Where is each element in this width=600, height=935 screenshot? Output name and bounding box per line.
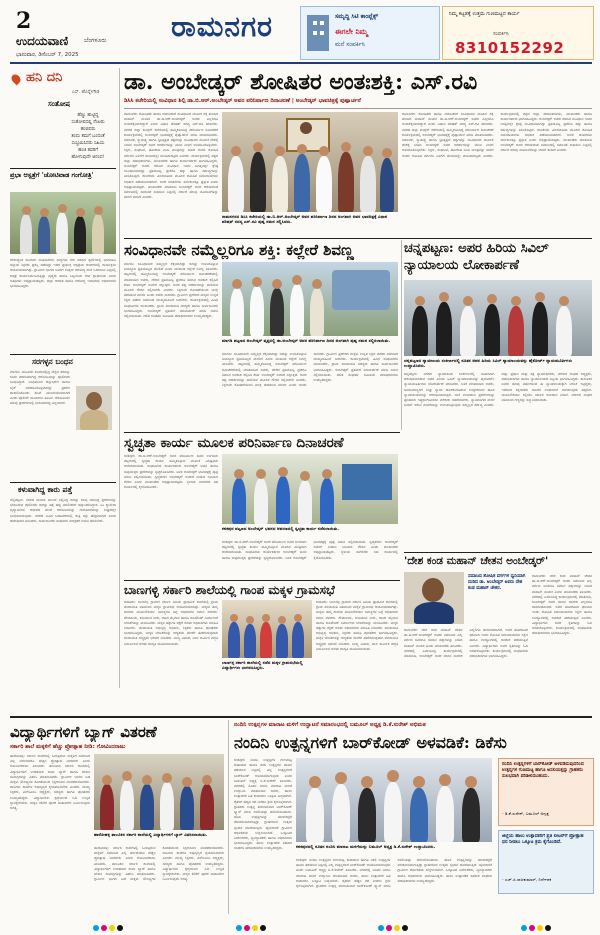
- nandini-box-2: ಜಿಲ್ಲೆಯ ಹಾಲು ಉತ್ಪಾದಕರಿಗೆ ಪ್ರತಿ ಲೀಟರ್‌ಗೆ ಪ್ರೋತ್ಸಾಹ ಧನ ನೀಡಲು ಒಕ್ಕೂಟ ಕ್ರಮ ಕೈಗೊಂಡಿದೆ. - ಎಚ್.ಪಿ.ರಾಜಕುಮಾರ್, ನಿರ್ದೇಶಕ: [498, 830, 594, 894]
- constitution-headline: ಸಂವಿಧಾನವೇ ನಮ್ಮೆಲ್ಲರಿಗೂ ಶಕ್ತಿ: ಕಲ್ಲೇರೆ ಶಿವಣ್ಣ: [124, 241, 354, 259]
- page-number: 2: [16, 8, 32, 34]
- swachata-body-right: ಕನಕಪುರ: ಡಾ.ಬಿ.ಆರ್.ಅಂಬೇಡ್ಕರ್ ಅವರ ಪರಿನಿರ್ವಾಣ ದಿನದ ಅಂಗವಾಗಿ ಪಟ್ಟಣದಲ್ಲಿ ಸ್ವಚ್ಛತಾ ಕಾರ್ಯ ಹಮ್ಮಿಕೊಳ್ಳುವ ಮೂಲಕ ವಿಶಿಷ್ಟವಾಗಿ ಆಚರಿಸಲಾಯಿತು. ಸಂಘಟನೆಯ ಕಾರ್ಯಕರ್ತರು ಅಂಬೇಡ್ಕರ್ ಭವನ ಹಾಗೂ ಸುತ್ತಮುತ್ತಲ ಪ್ರದೇಶವನ್ನು ಸ್ವಚ್ಛಗೊಳಿಸಿದರು. ಬಳಿಕ ಅಂಬೇಡ್ಕರ್ ಭಾವಚಿತ್ರಕ್ಕೆ ಪುಷ್ಪ ನಮನ ಸಲ್ಲಿಸಲಾಯಿತು. ಸ್ವಚ್ಛತೆಯೇ ಅಂಬೇಡ್ಕರ್ ಅವರಿಗೆ ನೀಡುವ ನಿಜವಾದ ಗೌರವ ಎಂದು ಮುಖಂಡರು ಅಭಿಪ್ರಾಯಪಟ್ಟರು. ಸ್ಥಳೀಯ ನಾಗರಿಕರು ಸಹ ಕಾರ್ಯದಲ್ಲಿ ಕೈಜೋಡಿಸಿದರು.: [222, 540, 398, 560]
- constitution-body-left: ಮಾಗಡಿ: ಸಂವಿಧಾನವೇ ನಮ್ಮೆಲ್ಲರ ಶಕ್ತಿಯಾಗಿದ್ದು ಅದನ್ನು ಉಳಿಸಿಕೊಳ್ಳುವ ಜವಾಬ್ದಾರಿ ಪ್ರತಿಯೊಬ್ಬರ ಮೇಲಿದೆ ಎಂದು ಮುಖಂಡ ಕಲ್ಲೇರೆ ಶಿವಣ್ಣ ತಿಳಿಸಿದರು. ಪಟ್ಟಣದಲ್ಲಿ ಹಮ್ಮಿಕೊಂಡಿದ್ದ ಅಂಬೇಡ್ಕರ್ ಪರಿನಿರ್ವಾಣ ದಿನಾಚರಣೆಯಲ್ಲಿ ಮಾತನಾಡಿದ ಅವರು, ದೇಶದ ಪ್ರತಿಯೊಬ್ಬ ಪ್ರಜೆಗೂ ಸಮಾನ ಅವಕಾಶ ಕಲ್ಪಿಸಿದ ಕೀರ್ತಿ ಅಂಬೇಡ್ಕರ್ ಅವರಿಗೆ ಸಲ್ಲುತ್ತದೆ. ಅವರ ತತ್ವ ಆದರ್ಶಗಳನ್ನು ಪಾಲಿಸುವ ಮೂಲಕ ಗೌರವ ಸಲ್ಲಿಸಬೇಕು ಎಂದರು. ಶಿಕ್ಷಣವೇ ಶೋಷಣೆಯಿಂದ ಮುಕ್ತಿ ಪಡೆಯುವ ಮಾರ್ಗ ಎಂದು ಅವರು ಸಾರಿದರು. ಗ್ರಾಮೀಣ ಪ್ರದೇಶದ ಮಕ್ಕಳು ಉನ್ನತ ಶಿಕ್ಷಣ ಪಡೆದು ಸಮಾಜದ ಮುಖ್ಯವಾಹಿನಿಗೆ ಬರಬೇಕು. ಕಾರ್ಯಕ್ರಮದಲ್ಲಿ ವಿವಿಧ ಸಂಘಟನೆಗಳ ಮುಖಂಡರು, ಗ್ರಾಮ ಪಂಚಾಯಿತಿ ಸದಸ್ಯರು ಹಾಗೂ ಸಾರ್ವಜನಿಕರು ಭಾಗವಹಿಸಿದ್ದರು. ಅಂಬೇಡ್ಕರ್ ಪ್ರತಿಮೆಗೆ ಮಾಲಾರ್ಪಣೆ ಮಾಡಿ ನಮನ ಸಲ್ಲಿಸಲಾಯಿತು. ದಲಿತ ಸಂಘರ್ಷ ಸಮಿತಿಯ ಪದಾಧಿಕಾರಿಗಳು ಉಪಸ್ಥಿತರಿದ್ದರು.: [124, 262, 218, 319]
- nandini-body-right: ಕನಕಪುರ: ನಂದಿನಿ ಉತ್ಪನ್ನಗಳ ಗುಣಮಟ್ಟ ಕಾಪಾಡುವ ಹಾಗೂ ನಕಲಿ ಉತ್ಪನ್ನಗಳ ಹಾವಳಿ ತಡೆಯುವ ನಿಟ್ಟಿನಲ್ಲಿ ಎಲ್ಲ ಉತ್ಪನ್ನಗಳಿಗೆ ಬಾರ್‌ಕೋಡ್ ಅಳವಡಿಸಲಾಗುವುದು ಎಂದು ಬಮೂಲ್ ಅಧ್ಯಕ್ಷ ಡಿ.ಕೆ.ಸುರೇಶ್ ತಿಳಿಸಿದರು. ನಗರದಲ್ಲಿ ನೂತನ ನಂದಿನಿ ಮಾರಾಟ ಮಳಿಗೆ ಉದ್ಘಾಟಿಸಿ ಮಾತನಾಡಿದ ಅವರು, ಹಾಲು ಉತ್ಪಾದಕರ ಹಿತ ಕಾಪಾಡಲು ಒಕ್ಕೂಟ ಬದ್ಧವಾಗಿದೆ. ರೈತರಿಗೆ ಹೆಚ್ಚಿನ ದರ ನೀಡಲು ಕ್ರಮ ಕೈಗೊಳ್ಳಲಾಗಿದೆ. ಗ್ರಾಹಕರು ಉತ್ಪನ್ನ ಖರೀದಿಸುವಾಗ ಬಾರ್‌ಕೋಡ್ ಸ್ಕ್ಯಾನ್ ಮಾಡಿ ಅಸಲಿಯತ್ತು ಪರಿಶೀಲಿಸಬಹುದು. ಹೊಸ ಉತ್ಪನ್ನಗಳನ್ನು ಮಾರುಕಟ್ಟೆಗೆ ಪರಿಚಯಿಸಲಾಗುತ್ತಿದ್ದು ಗ್ರಾಹಕರಿಂದ ಉತ್ತಮ ಸ್ಪಂದನೆ ದೊರೆಯುತ್ತಿದೆ. ಹೈನುಗಾರಿಕೆ ಗ್ರಾಮೀಣ ಆರ್ಥಿಕತೆಯ ಬೆನ್ನೆಲುಬಾಗಿದೆ. ಒಕ್ಕೂಟದ ನಿರ್ದೇಶಕರು, ವ್ಯವಸ್ಥಾಪಕರು ಹಾಗೂ ಅಧಿಕಾರಿಗಳು ಭಾಗವಹಿಸಿದ್ದರು. ಹಾಲು ಉತ್ಪಾದಕರ ಸಹಕಾರ ಸಂಘಗಳ ಪದಾಧಿಕಾರಿಗಳು ಉಪಸ್ಥಿತರಿದ್ದರು.: [296, 858, 492, 889]
- desha-body: ರಾಮನಗರ: ದೇಶ ಕಂಡ ಮಹಾನ್ ಚೇತನ ಡಾ.ಬಿ.ಆರ್.ಅಂಬೇಡ್ಕರ್ ಅವರು ಸಮಾಜದ ಎಲ್ಲ ವರ್ಗದ ಜನರಿಗೂ ಸಮಾನ ಹಕ್ಕುಗಳನ್ನು ನೀಡಿದ ಮಹಾನ್ ನಾಯಕ ಎಂದು ಮುಖಂಡರು ತಿಳಿಸಿದರು. ನಗರದಲ್ಲಿ ಏರ್ಪಡಿಸಿದ್ದ ಕಾರ್ಯಕ್ರಮದಲ್ಲಿ ಮಾತನಾಡಿ, ಅಂಬೇಡ್ಕರ್ ಅವರ ಜೀವನ ಸಂದೇಶ ಎಲ್ಲರಿಗೂ ದಾರಿದೀಪವಾಗಿದೆ. ಅವರ ಹೋರಾಟದ ಫಲವಾಗಿ ಇಂದು ಶೋಷಿತ ಸಮುದಾಯಗಳು ಶಿಕ್ಷಣ ಹಾಗೂ ಉದ್ಯೋಗದಲ್ಲಿ ಅವಕಾಶ ಪಡೆಯುತ್ತಿವೆ ಎಂದರು. ವಿದ್ಯಾರ್ಥಿಗಳು ಅವರ ಕೃತಿಗಳನ್ನು ಓದಿ ಅರಿತುಕೊಳ್ಳಬೇಕು. ಕಾರ್ಯಕ್ರಮದಲ್ಲಿ ಸಂಘಟನೆಯ ಪದಾಧಿಕಾರಿಗಳು ಭಾಗವಹಿಸಿದ್ದರು.: [532, 574, 592, 636]
- desha-body-2: ರಾಮನಗರ: ದೇಶ ಕಂಡ ಮಹಾನ್ ಚೇತನ ಡಾ.ಬಿ.ಆರ್.ಅಂಬೇಡ್ಕರ್ ಅವರು ಸಮಾಜದ ಎಲ್ಲ ವರ್ಗದ ಜನರಿಗೂ ಸಮಾನ ಹಕ್ಕುಗಳನ್ನು ನೀಡಿದ ಮಹಾನ್ ನಾಯಕ ಎಂದು ಮುಖಂಡರು ತಿಳಿಸಿದರು. ನಗರದಲ್ಲಿ ಏರ್ಪಡಿಸಿದ್ದ ಕಾರ್ಯಕ್ರಮದಲ್ಲಿ ಮಾತನಾಡಿ, ಅಂಬೇಡ್ಕರ್ ಅವರ ಜೀವನ ಸಂದೇಶ ಎಲ್ಲರಿಗೂ ದಾರಿದೀಪವಾಗಿದೆ. ಅವರ ಹೋರಾಟದ ಫಲವಾಗಿ ಇಂದು ಶೋಷಿತ ಸಮುದಾಯಗಳು ಶಿಕ್ಷಣ ಹಾಗೂ ಉದ್ಯೋಗದಲ್ಲಿ ಅವಕಾಶ ಪಡೆಯುತ್ತಿವೆ ಎಂದರು. ವಿದ್ಯಾರ್ಥಿಗಳು ಅವರ ಕೃತಿಗಳನ್ನು ಓದಿ ಅರಿತುಕೊಳ್ಳಬೇಕು. ಕಾರ್ಯಕ್ರಮದಲ್ಲಿ ಸಂಘಟನೆಯ ಪದಾಧಿಕಾರಿಗಳು ಭಾಗವಹಿಸಿದ್ದರು.: [404, 628, 528, 659]
- building-icon: [307, 15, 329, 51]
- lead-headline: ಡಾ. ಅಂಬೇಡ್ಕರ್ ಶೋಷಿತರ ಅಂತಃಶಕ್ತಿ: ಎಸ್.ರವಿ: [124, 69, 478, 95]
- section-title: ರಾಮನಗರ: [171, 10, 273, 43]
- desha-quote: ಸಮಾಜದ ಶೋಷಿತ ವರ್ಗಗಳ ಧ್ವನಿಯಾಗಿ ದುಡಿದ ಡಾ. ಅಂಬೇಡ್ಕರ್ ಅವರು ದೇಶ ಕಂಡ ಮಹಾನ್ ಚೇತನ.: [468, 574, 526, 591]
- swachata-body: ಕನಕಪುರ: ಡಾ.ಬಿ.ಆರ್.ಅಂಬೇಡ್ಕರ್ ಅವರ ಪರಿನಿರ್ವಾಣ ದಿನದ ಅಂಗವಾಗಿ ಪಟ್ಟಣದಲ್ಲಿ ಸ್ವಚ್ಛತಾ ಕಾರ್ಯ ಹಮ್ಮಿಕೊಳ್ಳುವ ಮೂಲಕ ವಿಶಿಷ್ಟವಾಗಿ ಆಚರಿಸಲಾಯಿತು. ಸಂಘಟನೆಯ ಕಾರ್ಯಕರ್ತರು ಅಂಬೇಡ್ಕರ್ ಭವನ ಹಾಗೂ ಸುತ್ತಮುತ್ತಲ ಪ್ರದೇಶವನ್ನು ಸ್ವಚ್ಛಗೊಳಿಸಿದರು. ಬಳಿಕ ಅಂಬೇಡ್ಕರ್ ಭಾವಚಿತ್ರಕ್ಕೆ ಪುಷ್ಪ ನಮನ ಸಲ್ಲಿಸಲಾಯಿತು. ಸ್ವಚ್ಛತೆಯೇ ಅಂಬೇಡ್ಕರ್ ಅವರಿಗೆ ನೀಡುವ ನಿಜವಾದ ಗೌರವ ಎಂದು ಮುಖಂಡರು ಅಭಿಪ್ರಾಯಪಟ್ಟರು. ಸ್ಥಳೀಯ ನಾಗರಿಕರು ಸಹ ಕಾರ್ಯದಲ್ಲಿ ಕೈಜೋಡಿಸಿದರು.: [124, 454, 218, 490]
- swachata-photo-caption: ಕನಕಪುರ ಪಟ್ಟಣದ ಅಂಬೇಡ್ಕರ್ ಭವನದ ಆವರಣದಲ್ಲಿ ಸ್ವಚ್ಛತಾ ಕಾರ್ಯ ನಡೆಸಲಾಯಿತು.: [222, 526, 339, 531]
- sidebar-story2-body: ಮಾಗಡಿ: ಮಹಿಳೆಯ ಕೊರಳಿನಲ್ಲಿದ್ದ ಚಿನ್ನದ ಸರವನ್ನು ಕಸಿದು ಪರಾರಿಯಾಗಿದ್ದ ಆರೋಪಿಯನ್ನು ಪೊಲೀಸರು ಬಂಧಿಸಿದ್ದಾರೆ. ಬಂಧಿತನಿಂದ ಚಿನ್ನಾಭರಣ ಹಾಗೂ ಬೈಕ್ ವಶಪಡಿಸಿಕೊಳ್ಳಲಾಗಿದ್ದು ಪ್ರಕರಣ ದಾಖಲಿಸಿಕೊಂಡು ತನಿಖೆ ಮುಂದುವರಿಸಲಾಗಿದೆ ಎಂದು ಪೊಲೀಸ್ ಮೂಲಗಳು ತಿಳಿಸಿವೆ. ಆರೋಪಿಯು ಹಲವು ಪ್ರಕರಣಗಳಲ್ಲಿ ಭಾಗಿಯಾಗಿದ್ದ ಎನ್ನಲಾಗಿದೆ.: [10, 370, 70, 406]
- sidebar-photo-1: [10, 192, 116, 254]
- ad-real-estate: ಸಮೃದ್ಧಿ ಸಿಟಿ ಕಾಂಪ್ಲೆಕ್ಸ್ ಈಗಲೇ ನಿಮ್ಮ ಮನೆ ಸಂಪರ್ಕಿಸಿ: [300, 6, 440, 60]
- lead-body-right: ರಾಮನಗರ: ಶೋಷಿತರು ಹಾಗೂ ದಮನಿತರಿಗೆ ಸಂವಿಧಾನದ ಮೂಲಕ ಶಕ್ತಿ ತುಂಬಿದ ಮಹಾನ್ ನಾಯಕ ಡಾ.ಬಿ.ಆರ್.ಅಂಬೇಡ್ಕರ್ ಅವರು ಎಲ್ಲರಿಗೂ ಅಂತಃಶಕ್ತಿಯಾಗಿದ್ದಾರೆ ಎಂದು ವಿಧಾನ ಪರಿಷತ್ ಸದಸ್ಯ ಎಸ್.ರವಿ ಹೇಳಿದರು. ನಗರದ ಜಿಲ್ಲಾ ಕಾಂಗ್ರೆಸ್ ಕಚೇರಿಯಲ್ಲಿ ಹಮ್ಮಿಕೊಂಡಿದ್ದ ಪರಿನಿರ್ವಾಣ ದಿನಾಚರಣೆ ಕಾರ್ಯಕ್ರಮದಲ್ಲಿ ಅಂಬೇಡ್ಕರ್ ಭಾವಚಿತ್ರಕ್ಕೆ ಪುಷ್ಪಾರ್ಚನೆ ಮಾಡಿ ಮಾತನಾಡಿದರು. ಸಮಾನತೆ, ಸ್ವಾತಂತ್ರ್ಯ ಹಾಗೂ ಭ್ರಾತೃತ್ವದ ತತ್ವಗಳನ್ನು ಸಂವಿಧಾನದ ಮೂಲಕ ದೇಶಕ್ಕೆ ನೀಡಿದ ಅಂಬೇಡ್ಕರ್ ಅವರ ಆದರ್ಶಗಳನ್ನು ಯುವ ಪೀಳಿಗೆ ಅಳವಡಿಸಿಕೊಳ್ಳಬೇಕು. ಶಿಕ್ಷಣ, ಸಂಘಟನೆ, ಹೋರಾಟ ಎಂಬ ಮಂತ್ರವನ್ನು ಸಾರಿದ ಅವರು ಶೋಷಿತ ವರ್ಗಗಳ ಏಳಿಗೆಗೆ ಜೀವನವನ್ನೇ ಮುಡಿಪಾಗಿಟ್ಟರು ಎಂದರು. ಕಾರ್ಯಕ್ರಮದಲ್ಲಿ ಪಕ್ಷದ ಜಿಲ್ಲಾ ಪದಾಧಿಕಾರಿಗಳು, ಮುಖಂಡರು ಹಾಗೂ ಕಾರ್ಯಕರ್ತರು ಭಾಗವಹಿಸಿದ್ದರು. ಅಂಬೇಡ್ಕರ್ ಅವರು ರಚಿಸಿದ ಸಂವಿಧಾನ ಇಂದು ಜಗತ್ತಿನಲ್ಲೇ ಶ್ರೇಷ್ಠ ಸಂವಿಧಾನವಾಗಿದ್ದು ಪ್ರತಿಯೊಬ್ಬ ಪ್ರಜೆಗೂ ಹಕ್ಕು ಹಾಗೂ ಕರ್ತವ್ಯಗಳನ್ನು ತಿಳಿಸಿಕೊಟ್ಟಿದೆ. ರಾಜಕೀಯ ಮೀಸಲಾತಿಯ ಮೂಲಕ ಶೋಷಿತ ಸಮುದಾಯಗಳು ಅಧಿಕಾರ ಪಡೆಯುವಂತಾಗಿದೆ. ಅವರ ಚಿಂತನೆಗಳು ಸರ್ವಕಾಲಕ್ಕೂ ಪ್ರಸ್ತುತ ಎಂದು ಅಭಿಪ್ರಾಯಪಟ್ಟರು. ಮುಖಂಡರು ಮಾತನಾಡಿ ಅಂಬೇಡ್ಕರ್ ಅವರ ಆಶಯದಂತೆ ಸಮಾಜದಲ್ಲಿ ಸಮಾನತೆ ಸಾಧಿಸುವ ನಿಟ್ಟಿನಲ್ಲಿ ಸರ್ಕಾರ ಹಲವು ಯೋಜನೆಗಳನ್ನು ಜಾರಿಗೆ ತಂದಿದೆ ಎಂದರು.: [402, 112, 592, 158]
- constitution-photo-caption: ಮಾಗಡಿ ಪಟ್ಟಣದ ಅಂಬೇಡ್ಕರ್ ವೃತ್ತದಲ್ಲಿ ಡಾ.ಅಂಬೇಡ್ಕರ್ ಅವರ ಪರಿನಿರ್ವಾಣ ದಿನದ ಅಂಗವಾಗಿ ಪುಷ್ಪ ನಮನ ಸಲ್ಲಿಸಲಾಯಿತು.: [222, 338, 391, 343]
- court-body: ಚನ್ನಪಟ್ಟಣ: ನಗರದ ನ್ಯಾಯಾಲಯ ಸಂಕೀರ್ಣದಲ್ಲಿ ನೂತನವಾಗಿ ಆರಂಭಿಸಲಾಗಿರುವ ಅಪರ ಹಿರಿಯ ಸಿವಿಲ್ ನ್ಯಾಯಾಲಯವನ್ನು ಹೈಕೋರ್ಟ್ ನ್ಯಾಯಮೂರ್ತಿಗಳು ಲೋಕಾರ್ಪಣೆ ಮಾಡಿದರು. ಬಳಿಕ ಮಾತನಾಡಿದ ಅವರು, ಜನಸಾಮಾನ್ಯರಿಗೆ ಶೀಘ್ರ ನ್ಯಾಯ ದೊರಕಿಸಿಕೊಡುವ ಉದ್ದೇಶದಿಂದ ಹೊಸ ನ್ಯಾಯಾಲಯಗಳನ್ನು ಆರಂಭಿಸಲಾಗುತ್ತಿದೆ. ಬಾಕಿ ಉಳಿದಿರುವ ಪ್ರಕರಣಗಳನ್ನು ತ್ವರಿತವಾಗಿ ಇತ್ಯರ್ಥಗೊಳಿಸಲು ವಕೀಲರು ಸಹಕರಿಸಬೇಕು. ನ್ಯಾಯಾಂಗದ ಮೇಲೆ ಜನರಿಗೆ ಇರುವ ನಂಬಿಕೆಯನ್ನು ಉಳಿಸಿಕೊಳ್ಳುವುದು ನಮ್ಮೆಲ್ಲರ ಕರ್ತವ್ಯ ಎಂದರು. ಜಿಲ್ಲಾ ಪ್ರಧಾನ ಮತ್ತು ಸತ್ರ ನ್ಯಾಯಾಧೀಶರು, ವಕೀಲರ ಸಂಘದ ಅಧ್ಯಕ್ಷರು, ಪದಾಧಿಕಾರಿಗಳು ಹಾಗೂ ನ್ಯಾಯಾಲಯದ ಸಿಬ್ಬಂದಿ ಭಾಗವಹಿಸಿದ್ದರು. ತಾಲೂಕಿನ ಜನರು ಹಲವು ವರ್ಷಗಳಿಂದ ಈ ನ್ಯಾಯಾಲಯಕ್ಕಾಗಿ ಬೇಡಿಕೆ ಇಟ್ಟಿದ್ದರು. ಇದರಿಂದ ಕಕ್ಷಿದಾರರು ದೂರದ ಊರುಗಳಿಗೆ ಅಲೆಯುವುದು ತಪ್ಪಲಿದೆ. ಮೂಲಸೌಕರ್ಯ ಕಲ್ಪಿಸಲು ಸರ್ಕಾರ ಅನುದಾನ ನೀಡಿದೆ. ವಕೀಲರ ಸಂಘದ ವತಿಯಿಂದ ಗಣ್ಯರನ್ನು ಸನ್ಮಾನಿಸಲಾಯಿತು.: [404, 372, 592, 408]
- date: ಭಾನುವಾರ, ಡಿಸೆಂಬರ್ 7, 2025: [16, 52, 79, 58]
- school-headline: ಬಾಣಗಳ್ಳಿ ಸರ್ಕಾರಿ ಶಾಲೆಯಲ್ಲಿ ಗಾಂಪ ಮಕ್ಕಳ ಗ್ರಾಮಸಭೆ: [124, 583, 335, 597]
- bags-body: ಹಾರೋಹಳ್ಳಿ: ಸರ್ಕಾರಿ ಶಾಲೆಗಳಲ್ಲಿ ಓದುತ್ತಿರುವ ಮಕ್ಕಳಿಗೆ ಸಮಾಜದ ಎಲ್ಲ ವರ್ಗದವರೂ ಹೆಚ್ಚಿನ ಪ್ರೋತ್ಸಾಹ ನೀಡಬೇಕು ಎಂದು ಗೋವಿಂದರಾಜು ತಿಳಿಸಿದರು. ತಾಲೂಕಿನ ಸರ್ಕಾರಿ ಶಾಲೆಯಲ್ಲಿ ವಿದ್ಯಾರ್ಥಿಗಳಿಗೆ ಉಚಿತವಾಗಿ ಶಾಲಾ ಬ್ಯಾಗ್ ಹಾಗೂ ಲೇಖನ ಸಾಮಗ್ರಿಗಳನ್ನು ವಿತರಿಸಿ ಮಾತನಾಡಿದರು. ಗ್ರಾಮೀಣ ಭಾಗದ ಬಡ ಮಕ್ಕಳು ಸೌಲಭ್ಯಗಳ ಕೊರತೆಯಿಂದ ಶಿಕ್ಷಣದಿಂದ ವಂಚಿತರಾಗಬಾರದು. ದಾನಿಗಳು ಶಾಲೆಗಳ ಅಭಿವೃದ್ಧಿಗೆ ಕೈಜೋಡಿಸಬೇಕು ಎಂದರು. ಮುಖ್ಯ ಶಿಕ್ಷಕರು, ಎಸ್‌ಡಿಎಂಸಿ ಅಧ್ಯಕ್ಷರು, ಸದಸ್ಯರು ಹಾಗೂ ಪೋಷಕರು ಉಪಸ್ಥಿತರಿದ್ದರು. ವಿದ್ಯಾರ್ಥಿಗಳು ಶ್ರದ್ಧೆಯಿಂದ ಓದಿ ಉನ್ನತ ಸ್ಥಾನಕ್ಕೇರಬೇಕು. ಮಕ್ಕಳ ಕಲಿಕೆಗೆ ಪೂರಕ ವಾತಾವರಣ ನಿರ್ಮಿಸುವುದು ಅಗತ್ಯ.: [10, 754, 90, 811]
- constitution-body-right: ಮಾಗಡಿ: ಸಂವಿಧಾನವೇ ನಮ್ಮೆಲ್ಲರ ಶಕ್ತಿಯಾಗಿದ್ದು ಅದನ್ನು ಉಳಿಸಿಕೊಳ್ಳುವ ಜವಾಬ್ದಾರಿ ಪ್ರತಿಯೊಬ್ಬರ ಮೇಲಿದೆ ಎಂದು ಮುಖಂಡ ಕಲ್ಲೇರೆ ಶಿವಣ್ಣ ತಿಳಿಸಿದರು. ಪಟ್ಟಣದಲ್ಲಿ ಹಮ್ಮಿಕೊಂಡಿದ್ದ ಅಂಬೇಡ್ಕರ್ ಪರಿನಿರ್ವಾಣ ದಿನಾಚರಣೆಯಲ್ಲಿ ಮಾತನಾಡಿದ ಅವರು, ದೇಶದ ಪ್ರತಿಯೊಬ್ಬ ಪ್ರಜೆಗೂ ಸಮಾನ ಅವಕಾಶ ಕಲ್ಪಿಸಿದ ಕೀರ್ತಿ ಅಂಬೇಡ್ಕರ್ ಅವರಿಗೆ ಸಲ್ಲುತ್ತದೆ. ಅವರ ತತ್ವ ಆದರ್ಶಗಳನ್ನು ಪಾಲಿಸುವ ಮೂಲಕ ಗೌರವ ಸಲ್ಲಿಸಬೇಕು ಎಂದರು. ಶಿಕ್ಷಣವೇ ಶೋಷಣೆಯಿಂದ ಮುಕ್ತಿ ಪಡೆಯುವ ಮಾರ್ಗ ಎಂದು ಅವರು ಸಾರಿದರು. ಗ್ರಾಮೀಣ ಪ್ರದೇಶದ ಮಕ್ಕಳು ಉನ್ನತ ಶಿಕ್ಷಣ ಪಡೆದು ಸಮಾಜದ ಮುಖ್ಯವಾಹಿನಿಗೆ ಬರಬೇಕು. ಕಾರ್ಯಕ್ರಮದಲ್ಲಿ ವಿವಿಧ ಸಂಘಟನೆಗಳ ಮುಖಂಡರು, ಗ್ರಾಮ ಪಂಚಾಯಿತಿ ಸದಸ್ಯರು ಹಾಗೂ ಸಾರ್ವಜನಿಕರು ಭಾಗವಹಿಸಿದ್ದರು. ಅಂಬೇಡ್ಕರ್ ಪ್ರತಿಮೆಗೆ ಮಾಲಾರ್ಪಣೆ ಮಾಡಿ ನಮನ ಸಲ್ಲಿಸಲಾಯಿತು. ದಲಿತ ಸಂಘರ್ಷ ಸಮಿತಿಯ ಪದಾಧಿಕಾರಿಗಳು ಉಪಸ್ಥಿತರಿದ್ದರು.: [222, 352, 398, 388]
- court-photo: [404, 280, 592, 356]
- desha-headline: 'ದೇಶ ಕಂಡ ಮಹಾನ್ ಚೇತನ ಅಂಬೇಡ್ಕರ್': [404, 555, 549, 567]
- constitution-photo: [222, 262, 398, 336]
- nandini-headline: ನಂದಿನಿ ಉತ್ಪನ್ನಗಳಿಗೆ ಬಾರ್‌ಕೋಡ್ ಅಳವಡಿಕೆ: ಡಿಕೆಸು: [234, 733, 507, 752]
- nandini-body: ಕನಕಪುರ: ನಂದಿನಿ ಉತ್ಪನ್ನಗಳ ಗುಣಮಟ್ಟ ಕಾಪಾಡುವ ಹಾಗೂ ನಕಲಿ ಉತ್ಪನ್ನಗಳ ಹಾವಳಿ ತಡೆಯುವ ನಿಟ್ಟಿನಲ್ಲಿ ಎಲ್ಲ ಉತ್ಪನ್ನಗಳಿಗೆ ಬಾರ್‌ಕೋಡ್ ಅಳವಡಿಸಲಾಗುವುದು ಎಂದು ಬಮೂಲ್ ಅಧ್ಯಕ್ಷ ಡಿ.ಕೆ.ಸುರೇಶ್ ತಿಳಿಸಿದರು. ನಗರದಲ್ಲಿ ನೂತನ ನಂದಿನಿ ಮಾರಾಟ ಮಳಿಗೆ ಉದ್ಘಾಟಿಸಿ ಮಾತನಾಡಿದ ಅವರು, ಹಾಲು ಉತ್ಪಾದಕರ ಹಿತ ಕಾಪಾಡಲು ಒಕ್ಕೂಟ ಬದ್ಧವಾಗಿದೆ. ರೈತರಿಗೆ ಹೆಚ್ಚಿನ ದರ ನೀಡಲು ಕ್ರಮ ಕೈಗೊಳ್ಳಲಾಗಿದೆ. ಗ್ರಾಹಕರು ಉತ್ಪನ್ನ ಖರೀದಿಸುವಾಗ ಬಾರ್‌ಕೋಡ್ ಸ್ಕ್ಯಾನ್ ಮಾಡಿ ಅಸಲಿಯತ್ತು ಪರಿಶೀಲಿಸಬಹುದು. ಹೊಸ ಉತ್ಪನ್ನಗಳನ್ನು ಮಾರುಕಟ್ಟೆಗೆ ಪರಿಚಯಿಸಲಾಗುತ್ತಿದ್ದು ಗ್ರಾಹಕರಿಂದ ಉತ್ತಮ ಸ್ಪಂದನೆ ದೊರೆಯುತ್ತಿದೆ. ಹೈನುಗಾರಿಕೆ ಗ್ರಾಮೀಣ ಆರ್ಥಿಕತೆಯ ಬೆನ್ನೆಲುಬಾಗಿದೆ. ಒಕ್ಕೂಟದ ನಿರ್ದೇಶಕರು, ವ್ಯವಸ್ಥಾಪಕರು ಹಾಗೂ ಅಧಿಕಾರಿಗಳು ಭಾಗವಹಿಸಿದ್ದರು. ಹಾಲು ಉತ್ಪಾದಕರ ಸಹಕಾರ ಸಂಘಗಳ ಪದಾಧಿಕಾರಿಗಳು ಉಪಸ್ಥಿತರಿದ್ದರು.: [234, 758, 292, 851]
- nandini-photo: [296, 758, 492, 842]
- sidebar-story3-body: ಚನ್ನಪಟ್ಟಣ: ನಗರದ ಮನೆಯ ಮುಂದೆ ನಿಲ್ಲಿಸಿದ್ದ ಕಾರನ್ನು ಕಳವು ಮಾಡಿದ್ದ ಪ್ರಕರಣವನ್ನು ಭೇದಿಸಿರುವ ಪೊಲೀಸರು ಕಾರನ್ನು ಪತ್ತೆ ಹಚ್ಚಿ ಮಾಲೀಕರಿಗೆ ಹಸ್ತಾಂತರಿಸಿದ್ದಾರೆ. ಸಿಸಿ ಕ್ಯಾಮೆರಾ ದೃಶ್ಯಾವಳಿಗಳ ಆಧಾರದ ಮೇಲೆ ಆರೋಪಿಗಳನ್ನು ಗುರುತಿಸಲಾಗಿದ್ದು ಶೀಘ್ರದಲ್ಲೇ ಬಂಧಿಸಲಾಗುವುದು. ನಗರದ ವಿವಿಧ ಬಡಾವಣೆಗಳಲ್ಲಿ ರಾತ್ರಿ ಗಸ್ತು ಹೆಚ್ಚಿಸಲಾಗಿದೆ ಎಂದು ಠಾಣಾಧಿಕಾರಿ ತಿಳಿಸಿದರು. ಸಾರ್ವಜನಿಕರು ವಾಹನಗಳ ಸುರಕ್ಷತೆಗೆ ಗಮನ ಹರಿಸಬೇಕು.: [10, 498, 116, 523]
- nandini-kicker: ನಂದಿನಿ ಉತ್ಪನ್ನಗಳ ಮಾರಾಟ ಮಳಿಗೆ ಉದ್ಘಾಟನೆ ಸಮಾರಂಭದಲ್ಲಿ ಬಮೂಲ್ ಅಧ್ಯಕ್ಷ ಡಿ.ಕೆ.ಸುರೇಶ್ ಅಭಿಮತ: [234, 722, 426, 728]
- city: ಬೆಂಗಳೂರು: [84, 37, 107, 44]
- lead-body-left: ರಾಮನಗರ: ಶೋಷಿತರು ಹಾಗೂ ದಮನಿತರಿಗೆ ಸಂವಿಧಾನದ ಮೂಲಕ ಶಕ್ತಿ ತುಂಬಿದ ಮಹಾನ್ ನಾಯಕ ಡಾ.ಬಿ.ಆರ್.ಅಂಬೇಡ್ಕರ್ ಅವರು ಎಲ್ಲರಿಗೂ ಅಂತಃಶಕ್ತಿಯಾಗಿದ್ದಾರೆ ಎಂದು ವಿಧಾನ ಪರಿಷತ್ ಸದಸ್ಯ ಎಸ್.ರವಿ ಹೇಳಿದರು. ನಗರದ ಜಿಲ್ಲಾ ಕಾಂಗ್ರೆಸ್ ಕಚೇರಿಯಲ್ಲಿ ಹಮ್ಮಿಕೊಂಡಿದ್ದ ಪರಿನಿರ್ವಾಣ ದಿನಾಚರಣೆ ಕಾರ್ಯಕ್ರಮದಲ್ಲಿ ಅಂಬೇಡ್ಕರ್ ಭಾವಚಿತ್ರಕ್ಕೆ ಪುಷ್ಪಾರ್ಚನೆ ಮಾಡಿ ಮಾತನಾಡಿದರು. ಸಮಾನತೆ, ಸ್ವಾತಂತ್ರ್ಯ ಹಾಗೂ ಭ್ರಾತೃತ್ವದ ತತ್ವಗಳನ್ನು ಸಂವಿಧಾನದ ಮೂಲಕ ದೇಶಕ್ಕೆ ನೀಡಿದ ಅಂಬೇಡ್ಕರ್ ಅವರ ಆದರ್ಶಗಳನ್ನು ಯುವ ಪೀಳಿಗೆ ಅಳವಡಿಸಿಕೊಳ್ಳಬೇಕು. ಶಿಕ್ಷಣ, ಸಂಘಟನೆ, ಹೋರಾಟ ಎಂಬ ಮಂತ್ರವನ್ನು ಸಾರಿದ ಅವರು ಶೋಷಿತ ವರ್ಗಗಳ ಏಳಿಗೆಗೆ ಜೀವನವನ್ನೇ ಮುಡಿಪಾಗಿಟ್ಟರು ಎಂದರು. ಕಾರ್ಯಕ್ರಮದಲ್ಲಿ ಪಕ್ಷದ ಜಿಲ್ಲಾ ಪದಾಧಿಕಾರಿಗಳು, ಮುಖಂಡರು ಹಾಗೂ ಕಾರ್ಯಕರ್ತರು ಭಾಗವಹಿಸಿದ್ದರು. ಅಂಬೇಡ್ಕರ್ ಅವರು ರಚಿಸಿದ ಸಂವಿಧಾನ ಇಂದು ಜಗತ್ತಿನಲ್ಲೇ ಶ್ರೇಷ್ಠ ಸಂವಿಧಾನವಾಗಿದ್ದು ಪ್ರತಿಯೊಬ್ಬ ಪ್ರಜೆಗೂ ಹಕ್ಕು ಹಾಗೂ ಕರ್ತವ್ಯಗಳನ್ನು ತಿಳಿಸಿಕೊಟ್ಟಿದೆ. ರಾಜಕೀಯ ಮೀಸಲಾತಿಯ ಮೂಲಕ ಶೋಷಿತ ಸಮುದಾಯಗಳು ಅಧಿಕಾರ ಪಡೆಯುವಂತಾಗಿದೆ. ಅವರ ಚಿಂತನೆಗಳು ಸರ್ವಕಾಲಕ್ಕೂ ಪ್ರಸ್ತುತ ಎಂದು ಅಭಿಪ್ರಾಯಪಟ್ಟರು. ಮುಖಂಡರು ಮಾತನಾಡಿ ಅಂಬೇಡ್ಕರ್ ಅವರ ಆಶಯದಂತೆ ಸಮಾಜದಲ್ಲಿ ಸಮಾನತೆ ಸಾಧಿಸುವ ನಿಟ್ಟಿನಲ್ಲಿ ಸರ್ಕಾರ ಹಲವು ಯೋಜನೆಗಳನ್ನು ಜಾರಿಗೆ ತಂದಿದೆ ಎಂದರು.: [124, 112, 218, 200]
- lead-photo-caption: ರಾಮನಗರದ ಡಿಸಿಸಿ ಕಚೇರಿಯಲ್ಲಿ ಡಾ.ಬಿ.ಆರ್.ಅಂಬೇಡ್ಕರ್ ಅವರ ಪರಿನಿರ್ವಾಣ ದಿನದ ಅಂಗವಾಗಿ ಅವರ ಭಾವಚಿತ್ರಕ್ಕೆ ವಿಧಾನ ಪರಿಷತ್ ಸದಸ್ಯ ಎಸ್.ರವಿ ಪುಷ್ಪ ನಮನ ಸಲ್ಲಿಸಿದರು.: [222, 214, 388, 225]
- school-body-right: ಕುದೂರು: ಬಾಣಗಳ್ಳಿ ಗ್ರಾಮದ ಸರ್ಕಾರಿ ಹಿರಿಯ ಪ್ರಾಥಮಿಕ ಶಾಲೆಯಲ್ಲಿ ಗ್ರಾಮ ಪಂಚಾಯಿತಿ ವತಿಯಿಂದ ಮಕ್ಕಳ ಗ್ರಾಮಸಭೆ ಆಯೋಜಿಸಲಾಗಿತ್ತು. ಮಕ್ಕಳು ತಮ್ಮ ಶಾಲೆಯ ಮೂಲಸೌಕರ್ಯ ಸಮಸ್ಯೆಗಳ ಬಗ್ಗೆ ಅಧಿಕಾರಿಗಳ ಗಮನ ಸೆಳೆದರು. ಶೌಚಾಲಯ, ಕುಡಿಯುವ ನೀರು, ಆಟದ ಮೈದಾನ ಹಾಗೂ ಕಾಂಪೌಂಡ್ ನಿರ್ಮಾಣದ ಬೇಡಿಕೆಗಳನ್ನು ಮಂಡಿಸಿದರು. ಮಕ್ಕಳ ಹಕ್ಕುಗಳ ರಕ್ಷಣೆ ಕುರಿತು ಅಧಿಕಾರಿಗಳು ಮಾಹಿತಿ ನೀಡಿದರು. ಪಂಚಾಯಿತಿ ಅಭಿವೃದ್ಧಿ ಅಧಿಕಾರಿ, ಶಿಕ್ಷಕರು ಹಾಗೂ ಪೋಷಕರು ಭಾಗವಹಿಸಿದ್ದರು. ಮಕ್ಕಳ ಬೇಡಿಕೆಗಳನ್ನು ಆದ್ಯತೆಯ ಮೇರೆಗೆ ಈಡೇರಿಸುವುದಾಗಿ ಪಂಚಾಯಿತಿ ಅಧ್ಯಕ್ಷರು ಭರವಸೆ ನೀಡಿದರು. ಬಾಲ್ಯ ವಿವಾಹ, ಬಾಲ ಕಾರ್ಮಿಕ ಪದ್ಧತಿ ನಿರ್ಮೂಲನೆ ಕುರಿತು ಜಾಗೃತಿ ಮೂಡಿಸಲಾಯಿತು.: [316, 600, 398, 651]
- paper-name: ಉದಯವಾಣಿ: [16, 34, 69, 48]
- court-headline: ಚನ್ನಪಟ್ಟಣ: ಅಪರ ಹಿರಿಯ ಸಿವಿಲ್ ನ್ಯಾಯಾಲಯ ಲೋಕಾರ್ಪಣೆ: [404, 241, 549, 273]
- poem: ಹೆಣ್ಣು ಹುಟ್ಟಿದ್ದ ಸಂತೋಷದಲ್ಲಿ ನೆಂಟರು ಹಂಚಿದರು ತಂದು ತಮಗೆ ಬಂದಂತೆ ಸಂಭ್ರಮಿಸಿದರು ಸಿಹಿಯ ಹಂಚಿ ತವರಿಗೆ ಹೋಗುವುದೇ ಆನಂದ!: [71, 113, 105, 160]
- sidebar-story3-title: ಕಳುವಾಗಿದ್ದ ಕಾರು ಪತ್ತೆ: [18, 485, 73, 494]
- lead-photo: [222, 112, 398, 212]
- school-photo: [222, 600, 312, 658]
- desha-photo: [404, 572, 464, 624]
- bags-body-right: ಹಾರೋಹಳ್ಳಿ: ಸರ್ಕಾರಿ ಶಾಲೆಗಳಲ್ಲಿ ಓದುತ್ತಿರುವ ಮಕ್ಕಳಿಗೆ ಸಮಾಜದ ಎಲ್ಲ ವರ್ಗದವರೂ ಹೆಚ್ಚಿನ ಪ್ರೋತ್ಸಾಹ ನೀಡಬೇಕು ಎಂದು ಗೋವಿಂದರಾಜು ತಿಳಿಸಿದರು. ತಾಲೂಕಿನ ಸರ್ಕಾರಿ ಶಾಲೆಯಲ್ಲಿ ವಿದ್ಯಾರ್ಥಿಗಳಿಗೆ ಉಚಿತವಾಗಿ ಶಾಲಾ ಬ್ಯಾಗ್ ಹಾಗೂ ಲೇಖನ ಸಾಮಗ್ರಿಗಳನ್ನು ವಿತರಿಸಿ ಮಾತನಾಡಿದರು. ಗ್ರಾಮೀಣ ಭಾಗದ ಬಡ ಮಕ್ಕಳು ಸೌಲಭ್ಯಗಳ ಕೊರತೆಯಿಂದ ಶಿಕ್ಷಣದಿಂದ ವಂಚಿತರಾಗಬಾರದು. ದಾನಿಗಳು ಶಾಲೆಗಳ ಅಭಿವೃದ್ಧಿಗೆ ಕೈಜೋಡಿಸಬೇಕು ಎಂದರು. ಮುಖ್ಯ ಶಿಕ್ಷಕರು, ಎಸ್‌ಡಿಎಂಸಿ ಅಧ್ಯಕ್ಷರು, ಸದಸ್ಯರು ಹಾಗೂ ಪೋಷಕರು ಉಪಸ್ಥಿತರಿದ್ದರು. ವಿದ್ಯಾರ್ಥಿಗಳು ಶ್ರದ್ಧೆಯಿಂದ ಓದಿ ಉನ್ನತ ಸ್ಥಾನಕ್ಕೇರಬೇಕು. ಮಕ್ಕಳ ಕಲಿಕೆಗೆ ಪೂರಕ ವಾತಾವರಣ ನಿರ್ಮಿಸುವುದು ಅಗತ್ಯ.: [94, 846, 224, 882]
- logo: ಹನಿ ದನಿ: [10, 70, 116, 90]
- swachata-photo: [222, 454, 398, 524]
- poem-title: ಸಂತೋಷ: [48, 100, 71, 108]
- drop-icon: [10, 73, 23, 86]
- bags-photo-caption: ಹಾರೋಹಳ್ಳಿ ತಾಲೂಕಿನ ಸರ್ಕಾರಿ ಶಾಲೆಯಲ್ಲಿ ವಿದ್ಯಾರ್ಥಿಗಳಿಗೆ ಬ್ಯಾಗ್ ವಿತರಿಸಲಾಯಿತು.: [94, 832, 208, 837]
- ad-phone: 8310152292: [455, 39, 565, 57]
- lead-subhead: ಡಿಸಿಸಿ ಕಚೇರಿಯಲ್ಲಿ ಸಂವಿಧಾನ ಶಿಲ್ಪಿ ಡಾ.ಬಿ.ಆರ್.ಅಂಬೇಡ್ಕರ್ ಅವರ ಪರಿನಿರ್ವಾಣ ದಿನಾಚರಣೆ | ಅಂಬೇಡ್ಕರ್ ಭಾವಚಿತ್ರಕ್ಕೆ ಪುಷ್ಪಾರ್ಚನೆ: [124, 98, 592, 109]
- registration-marks: [92, 916, 552, 924]
- nandini-box-1: ನಂದಿನಿ ಉತ್ಪನ್ನಗಳಿಗೆ ಬಾರ್‌ಕೋಡ್ ಅಳವಡಿಸುವುದರಿಂದ ಉತ್ಪನ್ನಗಳ ಗುಣಮಟ್ಟ ಹಾಗೂ ಅಸಲಿಯತ್ತನ್ನು ಗ್ರಾಹಕರು ಸುಲಭವಾಗಿ ಪರಿಶೀಲಿಸಬಹುದು. - ಡಿ.ಕೆ.ಸುರೇಶ್, ಬಮೂಲ್ ಅಧ್ಯಕ್ಷ: [498, 758, 594, 826]
- sidebar-story2-title: ಸರಗಳ್ಳನ ಬಂಧನ: [32, 357, 73, 366]
- court-photo-caption: ಚನ್ನಪಟ್ಟಣದ ನ್ಯಾಯಾಲಯ ಸಂಕೀರ್ಣದಲ್ಲಿ ನೂತನ ಅಪರ ಹಿರಿಯ ಸಿವಿಲ್ ನ್ಯಾಯಾಲಯವನ್ನು ಹೈಕೋರ್ಟ್ ನ್ಯಾಯಮೂರ್ತಿಗಳು ಉದ್ಘಾಟಿಸಿದರು.: [404, 358, 573, 369]
- school-photo-caption: ಬಾಣಗಳ್ಳಿ ಸರ್ಕಾರಿ ಶಾಲೆಯಲ್ಲಿ ನಡೆದ ಮಕ್ಕಳ ಗ್ರಾಮಸಭೆಯಲ್ಲಿ ವಿದ್ಯಾರ್ಥಿಗಳು ಭಾಗವಹಿಸಿದ್ದರು.: [222, 660, 303, 671]
- masthead: [0, 0, 600, 66]
- nandini-photo-caption: ಕನಕಪುರದಲ್ಲಿ ನೂತನ ನಂದಿನಿ ಮಾರಾಟ ಮಳಿಗೆಯನ್ನು ಬಮೂಲ್ ಅಧ್ಯಕ್ಷ ಡಿ.ಕೆ.ಸುರೇಶ್ ಉದ್ಘಾಟಿಸಿದರು.: [296, 844, 436, 849]
- sidebar-story1-body: ದೇಶಾದ್ಯಂತ ಸುಮಾರು ಸಂಘಟನೆಗಳು ಸಂಸ್ಥೆಗಳು ಸೇರಿ ನಡೆಸಿದ ಸ್ಪರ್ಧೆಯಲ್ಲಿ ಭಾಗವಹಿಸಿ ಜಿಲ್ಲೆಯ ಶಿಕ್ಷಕರು ಪ್ರಶಸ್ತಿ ಪಡೆದಿದ್ದು ಇದರ ಪ್ರಯುಕ್ತ ಆಸ್ಪತ್ರೆಯ ಆವರಣದಲ್ಲಿ ಕಾರ್ಯಕ್ರಮ ಆಯೋಜಿಸಲಾಗಿತ್ತು. ಗ್ರಾಮೀಣ ಭಾಗದ ಜನರಿಗೆ ಉತ್ತಮ ಆರೋಗ್ಯ ಸೇವೆ ಒದಗಿಸುವ ನಿಟ್ಟಿನಲ್ಲಿ ಆಸ್ಪತ್ರೆ ಕಾರ್ಯನಿರ್ವಹಿಸುತ್ತಿದ್ದು ವೈದ್ಯರು ಹಾಗೂ ಸಿಬ್ಬಂದಿಯ ಸೇವೆ ಶ್ಲಾಘನೀಯ ಎಂದು ಅತಿಥಿಗಳು ಅಭಿಪ್ರಾಯಪಟ್ಟರು. ಜಿಲ್ಲಾ ಆಡಳಿತ ಹಾಗೂ ಆರೋಗ್ಯ ಇಲಾಖೆಯ ಅಧಿಕಾರಿಗಳು ಭಾಗವಹಿಸಿದ್ದರು.: [10, 258, 116, 289]
- sidebar-story1-title: ಪ್ರಭಾ ಆಸ್ಪತ್ರೆಗೆ 'ಚೋಟಿವಾಡ ಗಂಗೋತ್ರಿ': [10, 171, 94, 179]
- bags-photo: [94, 754, 224, 830]
- bags-headline: ವಿದ್ಯಾರ್ಥಿಗಳಿಗೆ ಬ್ಯಾಗ್ ವಿತರಣೆ: [10, 723, 157, 741]
- sidebar-mugshot: [76, 386, 112, 430]
- bags-subhead: ಸರ್ಕಾರಿ ಶಾಲೆ ಮಕ್ಕಳಿಗೆ ಹೆಚ್ಚು ಪ್ರೋತ್ಸಾಹ ನೀಡಿ: ಗೋವಿಂದರಾಜು: [10, 744, 126, 750]
- swachata-headline: ಸ್ವಚ್ಛತಾ ಕಾರ್ಯ ಮೂಲಕ ಪರಿನಿರ್ವಾಣ ದಿನಾಚರಣೆ: [124, 435, 344, 451]
- school-body-left: ಕುದೂರು: ಬಾಣಗಳ್ಳಿ ಗ್ರಾಮದ ಸರ್ಕಾರಿ ಹಿರಿಯ ಪ್ರಾಥಮಿಕ ಶಾಲೆಯಲ್ಲಿ ಗ್ರಾಮ ಪಂಚಾಯಿತಿ ವತಿಯಿಂದ ಮಕ್ಕಳ ಗ್ರಾಮಸಭೆ ಆಯೋಜಿಸಲಾಗಿತ್ತು. ಮಕ್ಕಳು ತಮ್ಮ ಶಾಲೆಯ ಮೂಲಸೌಕರ್ಯ ಸಮಸ್ಯೆಗಳ ಬಗ್ಗೆ ಅಧಿಕಾರಿಗಳ ಗಮನ ಸೆಳೆದರು. ಶೌಚಾಲಯ, ಕುಡಿಯುವ ನೀರು, ಆಟದ ಮೈದಾನ ಹಾಗೂ ಕಾಂಪೌಂಡ್ ನಿರ್ಮಾಣದ ಬೇಡಿಕೆಗಳನ್ನು ಮಂಡಿಸಿದರು. ಮಕ್ಕಳ ಹಕ್ಕುಗಳ ರಕ್ಷಣೆ ಕುರಿತು ಅಧಿಕಾರಿಗಳು ಮಾಹಿತಿ ನೀಡಿದರು. ಪಂಚಾಯಿತಿ ಅಭಿವೃದ್ಧಿ ಅಧಿಕಾರಿ, ಶಿಕ್ಷಕರು ಹಾಗೂ ಪೋಷಕರು ಭಾಗವಹಿಸಿದ್ದರು. ಮಕ್ಕಳ ಬೇಡಿಕೆಗಳನ್ನು ಆದ್ಯತೆಯ ಮೇರೆಗೆ ಈಡೇರಿಸುವುದಾಗಿ ಪಂಚಾಯಿತಿ ಅಧ್ಯಕ್ಷರು ಭರವಸೆ ನೀಡಿದರು. ಬಾಲ್ಯ ವಿವಾಹ, ಬಾಲ ಕಾರ್ಮಿಕ ಪದ್ಧತಿ ನಿರ್ಮೂಲನೆ ಕುರಿತು ಜಾಗೃತಿ ಮೂಡಿಸಲಾಯಿತು.: [124, 600, 218, 646]
- ad-construction: ನಿಮ್ಮ ಕಟ್ಟಡಕ್ಕೆ ಉತ್ತಮ ಗುಣಮಟ್ಟದ ಕಾರ್ಯ ಸಂಪರ್ಕಿಸಿ 8310152292: [442, 6, 594, 60]
- sidebar: ಹನಿ ದನಿ ಎಸ್. ಹೊನ್ನೇಗೌಡ ಸಂತೋಷ ಹೆಣ್ಣು ಹುಟ್ಟಿದ್ದ ಸಂತೋಷದಲ್ಲಿ ನೆಂಟರು ಹಂಚಿದರು ತಂದು ತಮಗೆ ಬಂದಂತೆ ಸಂಭ್ರಮಿಸಿದರು ಸಿಹಿಯ ಹಂಚಿ ತವರಿಗೆ ಹೋಗುವುದೇ ಆನಂದ! ಪ್ರಭಾ ಆಸ್ಪತ್ರೆಗೆ 'ಚೋಟಿವಾಡ ಗಂಗೋತ್ರಿ' ದೇಶಾದ್ಯಂತ ಸುಮಾರು ಸಂಘಟನೆಗಳು ಸಂಸ್ಥೆಗಳು ಸೇರಿ ನಡೆಸಿದ ಸ್ಪರ್ಧೆಯಲ್ಲಿ ಭಾಗವಹಿಸಿ ಜಿಲ್ಲೆಯ ಶಿಕ್ಷಕರು ಪ್ರಶಸ್ತಿ ಪಡೆದಿದ್ದು ಇದರ ಪ್ರಯುಕ್ತ ಆಸ್ಪತ್ರೆಯ ಆವರಣದಲ್ಲಿ ಕಾರ್ಯಕ್ರಮ ಆಯೋಜಿಸಲಾಗಿತ್ತು. ಗ್ರಾಮೀಣ ಭಾಗದ ಜನರಿಗೆ ಉತ್ತಮ ಆರೋಗ್ಯ ಸೇವೆ ಒದಗಿಸುವ ನಿಟ್ಟಿನಲ್ಲಿ ಆಸ್ಪತ್ರೆ ಕಾರ್ಯನಿರ್ವಹಿಸುತ್ತಿದ್ದು ವೈದ್ಯರು ಹಾಗೂ ಸಿಬ್ಬಂದಿಯ ಸೇವೆ ಶ್ಲಾಘನೀಯ ಎಂದು ಅತಿಥಿಗಳು ಅಭಿಪ್ರಾಯಪಟ್ಟರು. ಜಿಲ್ಲಾ ಆಡಳಿತ ಹಾಗೂ ಆರೋಗ್ಯ ಇಲಾಖೆಯ ಅಧಿಕಾರಿಗಳು ಭಾಗವಹಿಸಿದ್ದರು. ಸರಗಳ್ಳನ ಬಂಧನ ಮಾಗಡಿ: ಮಹಿಳೆಯ ಕೊರಳಿನಲ್ಲಿದ್ದ ಚಿನ್ನದ ಸರವನ್ನು ಕಸಿದು ಪರಾರಿಯಾಗಿದ್ದ ಆರೋಪಿಯನ್ನು ಪೊಲೀಸರು ಬಂಧಿಸಿದ್ದಾರೆ. ಬಂಧಿತನಿಂದ ಚಿನ್ನಾಭರಣ ಹಾಗೂ ಬೈಕ್ ವಶಪಡಿಸಿಕೊಳ್ಳಲಾಗಿದ್ದು ಪ್ರಕರಣ ದಾಖಲಿಸಿಕೊಂಡು ತನಿಖೆ ಮುಂದುವರಿಸಲಾಗಿದೆ ಎಂದು ಪೊಲೀಸ್ ಮೂಲಗಳು ತಿಳಿಸಿವೆ. ಆರೋಪಿಯು ಹಲವು ಪ್ರಕರಣಗಳಲ್ಲಿ ಭಾಗಿಯಾಗಿದ್ದ ಎನ್ನಲಾಗಿದೆ. ಕಳುವಾಗಿದ್ದ ಕಾರು ಪತ್ತೆ ಚನ್ನಪಟ್ಟಣ: ನಗರದ ಮನೆಯ ಮುಂದೆ ನಿಲ್ಲಿಸಿದ್ದ ಕಾರನ್ನು ಕಳವು ಮಾಡಿದ್ದ ಪ್ರಕರಣವನ್ನು ಭೇದಿಸಿರುವ ಪೊಲೀಸರು ಕಾರನ್ನು ಪತ್ತೆ ಹಚ್ಚಿ ಮಾಲೀಕರಿಗೆ ಹಸ್ತಾಂತರಿಸಿದ್ದಾರೆ. ಸಿಸಿ ಕ್ಯಾಮೆರಾ ದೃಶ್ಯಾವಳಿಗಳ ಆಧಾರದ ಮೇಲೆ ಆರೋಪಿಗಳನ್ನು ಗುರುತಿಸಲಾಗಿದ್ದು ಶೀಘ್ರದಲ್ಲೇ ಬಂಧಿಸಲಾಗುವುದು. ನಗರದ ವಿವಿಧ ಬಡಾವಣೆಗಳಲ್ಲಿ ರಾತ್ರಿ ಗಸ್ತು ಹೆಚ್ಚಿಸಲಾಗಿದೆ ಎಂದು ಠಾಣಾಧಿಕಾರಿ ತಿಳಿಸಿದರು. ಸಾರ್ವಜನಿಕರು ವಾಹನಗಳ ಸುರಕ್ಷತೆಗೆ ಗಮನ ಹರಿಸಬೇಕು.: [10, 68, 116, 688]
